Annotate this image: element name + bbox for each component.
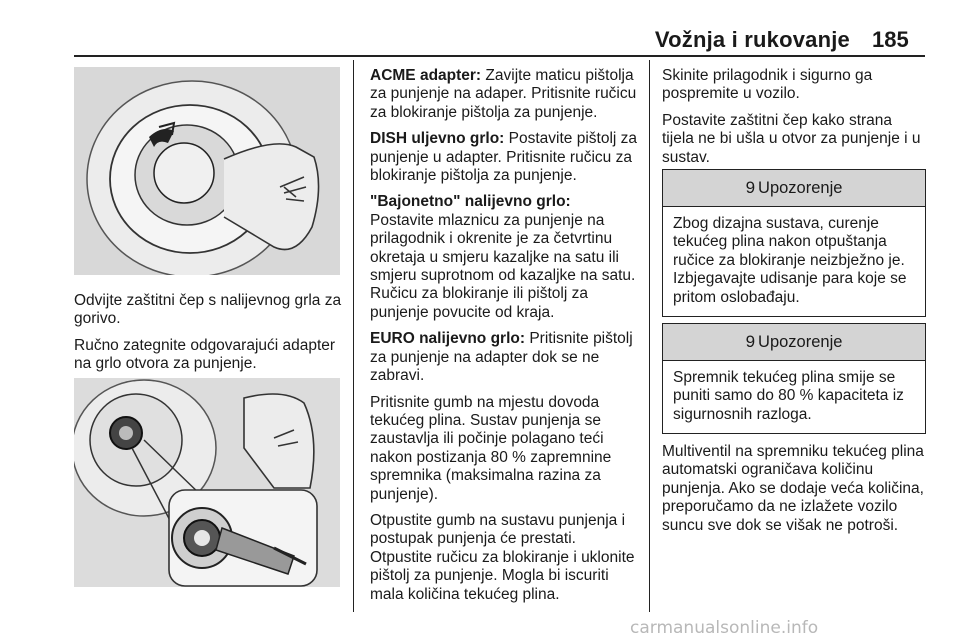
left-column <box>74 292 344 382</box>
right-column-bottom <box>662 443 928 543</box>
bayonet-label: "Bajonetno" nalijevno grlo: <box>370 193 571 211</box>
column-divider-2 <box>649 60 650 612</box>
acme-label: ACME adapter: <box>370 67 482 84</box>
watermark: carmanualsonline.info <box>630 618 819 638</box>
figure-fuel-cap <box>74 67 340 275</box>
right-paragraph-2: Postavite zaštitni čep kako strana tijela ne bi ušla u otvor za punjenje i u sustav. <box>662 111 921 166</box>
warning-box-1 <box>662 169 926 317</box>
right-paragraph-1: Skinite prilagodnik i sigurno ga pospremite u vozilo. <box>662 67 873 103</box>
right-paragraph-3: Multiventil na spremniku tekućeg plina automatski ograničava količinu punjenja. Ako se dodaje veća količina, preporučamo da ne izlažete vozilo suncu sve dok se višak ne potroši. <box>662 443 924 534</box>
figure-adapter <box>74 378 340 587</box>
warning-text-2: Spremnik tekućeg plina smije se puniti samo do 80 % kapaciteta iz sigurnosnih razloga. <box>673 369 904 423</box>
column-divider-1 <box>353 60 354 612</box>
euro-text: Pritisnite pištolj za punjenje na adapter dok se ne zabravi. <box>370 330 633 385</box>
bayonet-paragraph <box>370 193 638 322</box>
bayonet-text: Postavite mlaznicu za punjenje na prilagodnik i okrenite je za četvrtinu okretaja u smjeru kazaljke na satu ili smjeru suprotnom od kazaljke na satu. Ručicu za blokiranje ili pištolj za punjenje povucite od kraja. <box>370 211 636 321</box>
left-paragraph-1: Odvijte zaštitni čep s nalijevnog grla za gorivo. <box>74 292 342 328</box>
middle-paragraph-5: Pritisnite gumb na mjestu dovoda tekućeg plina. Sustav punjenja se zaustavlja ili počinje polagano teći nakon postizanja 80 % zapremnine spremnika (maksimalna razina za punjenje). <box>370 393 612 503</box>
header-divider <box>74 55 925 57</box>
euro-paragraph <box>370 330 638 385</box>
middle-column <box>370 67 638 612</box>
dish-paragraph <box>370 130 638 185</box>
euro-label: EURO nalijevno grlo: <box>370 330 526 348</box>
right-column-top <box>662 67 926 175</box>
page-number: 185 <box>872 27 909 52</box>
acme-text: Zavijte maticu pištolja za punjenje na adaper. Pritisnite ručicu za blokiranje pištolja za punjenje. <box>370 67 637 121</box>
warning-title-1: Upozorenje <box>758 178 843 197</box>
warning-header-2 <box>663 324 925 361</box>
warning-title-2: Upozorenje <box>758 332 843 351</box>
warning-header-1 <box>663 170 925 207</box>
dish-label: DISH uljevno grlo: <box>370 130 505 148</box>
warning-icon: 9 <box>745 178 756 197</box>
warning-text-1: Zbog dizajna sustava, curenje tekućeg plina nakon otpuštanja ručice za blokiranje neizbježno je. Izbjegavajte udisanje para koje se pritom oslobađaju. <box>673 215 907 306</box>
left-paragraph-2: Ručno zategnite odgovarajući adapter na grlo otvora za punjenje. <box>74 336 336 373</box>
dish-text: Postavite pištolj za punjenje u adapter. Pritisnite ručicu za blokiranje pištolja za punjenje. <box>370 130 638 185</box>
acme-paragraph <box>370 67 638 122</box>
warning-box-2 <box>662 323 926 434</box>
page-header-title: Vožnja i rukovanje <box>654 27 850 52</box>
middle-paragraph-6: Otpustite gumb na sustavu punjenja i postupak punjenja će prestati. Otpustite ručicu za blokiranje i uklonite pištolj za punjenje. Mogla bi iscuriti mala količina tekućeg plina. <box>370 511 635 603</box>
warning-icon: 9 <box>745 332 756 351</box>
